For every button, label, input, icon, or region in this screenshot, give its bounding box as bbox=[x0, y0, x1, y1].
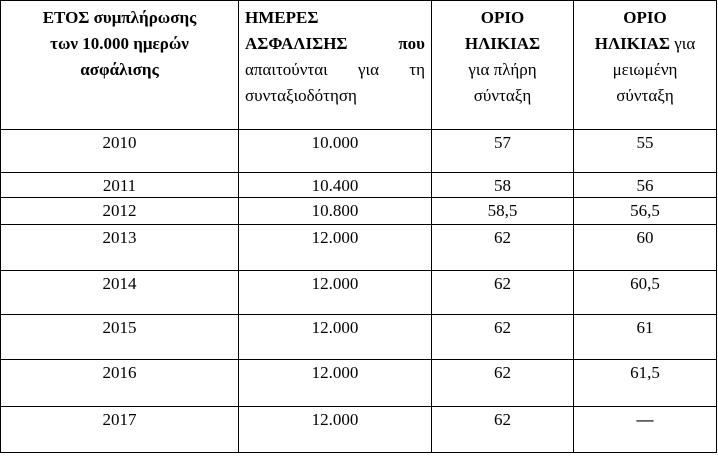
cell-days: 12.000 bbox=[239, 360, 432, 407]
cell-reduced-age: 60 bbox=[574, 225, 717, 271]
cell-reduced-age: 56 bbox=[574, 173, 717, 198]
header-full-pension-age bbox=[432, 1, 574, 130]
cell-full-age: 58,5 bbox=[432, 198, 574, 225]
table-row bbox=[1, 271, 717, 315]
header-reduced-line1: ΟΡΙΟ bbox=[623, 8, 667, 27]
header-reduced-pension-age bbox=[574, 1, 717, 130]
header-year-line1: ΕΤΟΣ συμπλήρωσης bbox=[42, 8, 197, 27]
cell-days: 12.000 bbox=[239, 271, 432, 315]
cell-reduced-age: 60,5 bbox=[574, 271, 717, 315]
cell-reduced-age: 55 bbox=[574, 130, 717, 173]
table-row bbox=[1, 315, 717, 360]
header-reduced-line2-bold: ΗΛΙΚΙΑΣ bbox=[594, 34, 670, 53]
table-row bbox=[1, 225, 717, 271]
cell-year: 2013 bbox=[1, 225, 239, 271]
header-reduced-line2-rest: για bbox=[670, 34, 696, 53]
cell-year: 2014 bbox=[1, 271, 239, 315]
cell-year: 2011 bbox=[1, 173, 239, 198]
header-insurance-days bbox=[239, 1, 432, 130]
header-full-line3: για πλήρη bbox=[468, 60, 537, 79]
cell-full-age: 62 bbox=[432, 271, 574, 315]
cell-full-age: 62 bbox=[432, 315, 574, 360]
cell-days: 10.000 bbox=[239, 130, 432, 173]
cell-days: 12.000 bbox=[239, 315, 432, 360]
cell-days: 12.000 bbox=[239, 407, 432, 453]
header-year bbox=[1, 1, 239, 130]
cell-year: 2016 bbox=[1, 360, 239, 407]
cell-year: 2012 bbox=[1, 198, 239, 225]
header-full-line2: ΗΛΙΚΙΑΣ bbox=[464, 34, 541, 53]
cell-reduced-age: 61 bbox=[574, 315, 717, 360]
cell-days: 12.000 bbox=[239, 225, 432, 271]
header-reduced-line3: μειωμένη bbox=[612, 60, 678, 79]
cell-year: 2017 bbox=[1, 407, 239, 453]
table-row bbox=[1, 360, 717, 407]
cell-days: 10.800 bbox=[239, 198, 432, 225]
cell-reduced-age: 56,5 bbox=[574, 198, 717, 225]
cell-days: 10.400 bbox=[239, 173, 432, 198]
header-reduced-line4: σύνταξη bbox=[616, 86, 674, 105]
header-days-line4: συνταξιοδότηση bbox=[245, 86, 357, 105]
table-header-row bbox=[1, 1, 717, 130]
cell-full-age: 58 bbox=[432, 173, 574, 198]
header-year-line2: των 10.000 ημερών bbox=[50, 34, 189, 53]
cell-full-age: 57 bbox=[432, 130, 574, 173]
cell-year: 2010 bbox=[1, 130, 239, 173]
header-year-line3: ασφάλισης bbox=[80, 60, 159, 79]
table-row bbox=[1, 407, 717, 453]
header-full-line1: ΟΡΙΟ bbox=[480, 8, 525, 27]
table-row bbox=[1, 130, 717, 173]
table-row bbox=[1, 198, 717, 225]
table-row bbox=[1, 173, 717, 198]
cell-year: 2015 bbox=[1, 315, 239, 360]
cell-full-age: 62 bbox=[432, 225, 574, 271]
header-days-line2: ΑΣΦΑΛΙΣΗΣ που bbox=[245, 34, 425, 53]
cell-reduced-age: 61,5 bbox=[574, 360, 717, 407]
header-full-line4: σύνταξη bbox=[473, 86, 532, 105]
cell-reduced-age: — bbox=[574, 407, 717, 453]
header-days-line1: ΗΜΕΡΕΣ bbox=[245, 8, 319, 27]
cell-full-age: 62 bbox=[432, 360, 574, 407]
cell-full-age: 62 bbox=[432, 407, 574, 453]
header-days-line3: απαιτούνται για τη bbox=[245, 60, 425, 79]
